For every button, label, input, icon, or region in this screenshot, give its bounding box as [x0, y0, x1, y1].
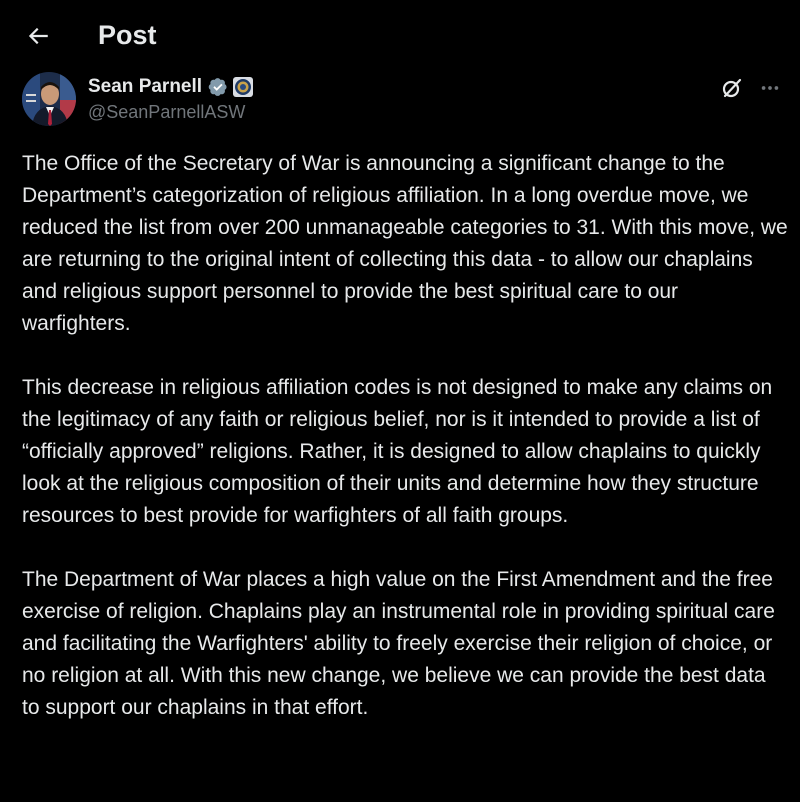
- avatar-image: [22, 72, 76, 126]
- display-name[interactable]: Sean Parnell: [88, 76, 203, 97]
- more-button[interactable]: [756, 74, 784, 102]
- post-text: [22, 148, 788, 756]
- arrow-left-icon: [25, 23, 51, 49]
- post-paragraph: The Department of War places a high value on the First Amendment and the free exercise of religion. Chaplains play an instrumental role in providing spiritual care and facilitating the Warfighters' ability to freely exercise their religion of choice, or no religion at all. With this new change, we believe we can provide the best data to support our chaplains in that effort.: [22, 568, 775, 719]
- avatar[interactable]: [22, 72, 76, 126]
- post-author: [22, 72, 782, 132]
- post-paragraph: This decrease in religious affiliation codes is not designed to make any claims on the legitimacy of any faith or religious belief, nor is it intended to provide a list of “officially approved” religions. Rather, it is designed to allow chaplains to quickly look at the religious composition of their units and determine how they structure resources to best provide for warfighters of all faith groups.: [22, 376, 773, 527]
- grok-button[interactable]: [718, 74, 746, 102]
- more-dots-icon: [759, 77, 781, 99]
- grok-icon: [720, 76, 744, 100]
- page-title: Post: [98, 20, 157, 50]
- verified-badge-icon[interactable]: [208, 77, 228, 97]
- back-button[interactable]: [16, 14, 60, 58]
- user-handle[interactable]: @SeanParnellASW: [88, 102, 246, 122]
- name-row: [88, 74, 254, 100]
- top-bar: [0, 0, 800, 72]
- government-seal-icon[interactable]: [232, 76, 254, 98]
- post-paragraph: The Office of the Secretary of War is announcing a significant change to the Department’s categorization of religious affiliation. In a long overdue move, we reduced the list from over 200 unmanageable categories to 31. With this move, we are returning to the original intent of collecting this data - to allow our chaplains and religious support personnel to provide the best spiritual care to our warfighters.: [22, 152, 788, 335]
